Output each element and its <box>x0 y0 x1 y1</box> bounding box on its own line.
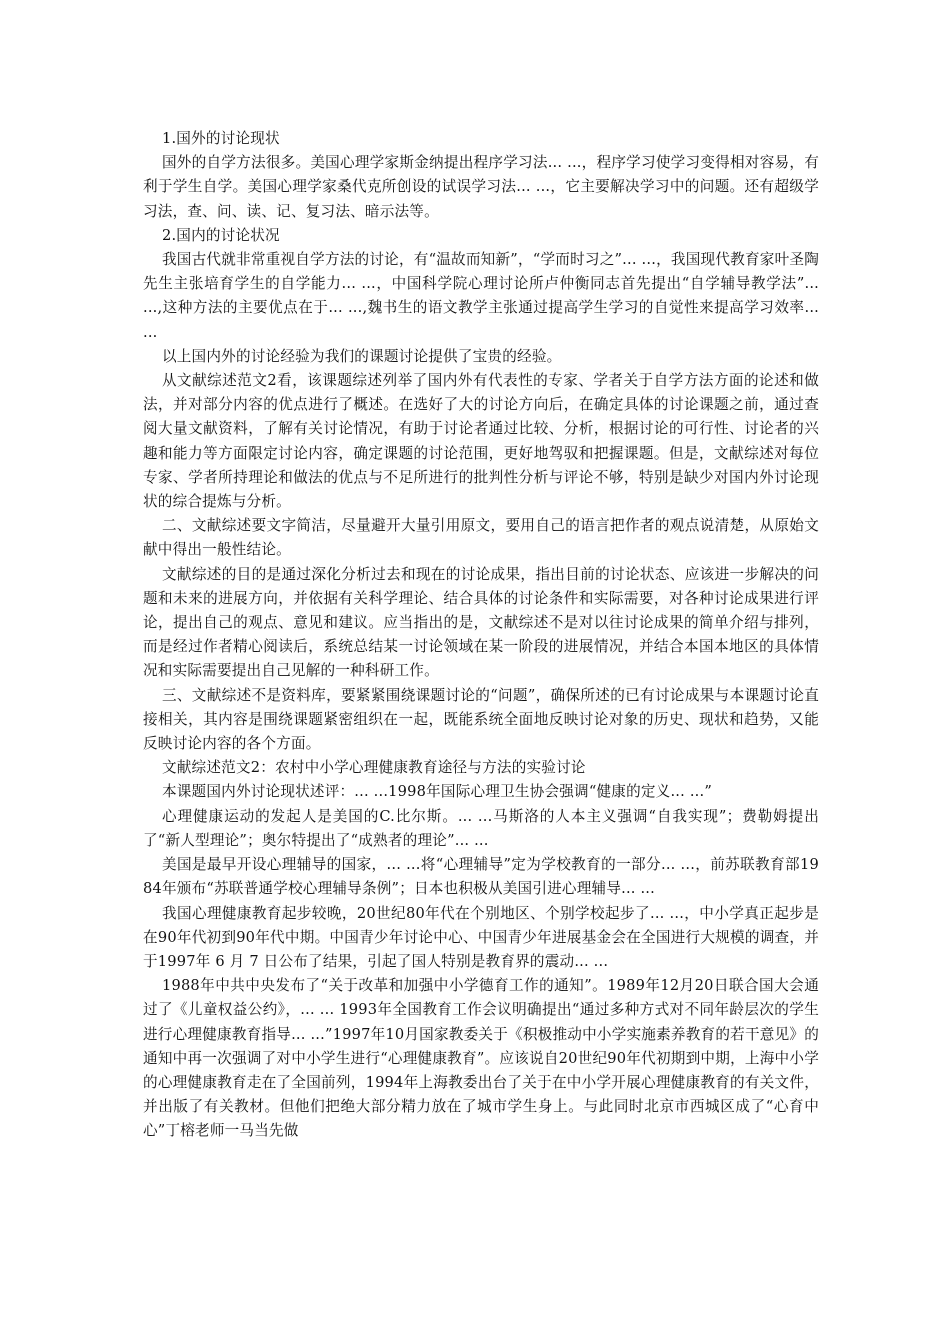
paragraph: 美国是最早开设心理辅导的国家，... ...将“心理辅导”定为学校教育的一部分... ...，前苏联教育部1984年颁布“苏联普通学校心理辅导条例”；日本也积极从美国引进心理辅导... ... <box>143 856 819 898</box>
paragraph: 我国心理健康教育起步较晚，20世纪80年代在个别地区、个别学校起步了... ...，中小学真正起步是在90年代初到90年代中期。中国青少年讨论中心、中国青少年进展基金会在全国进行大规模的调查，并于1997年 6 月 7 日公布了结果，引起了国人特别是教育界的震动... ... <box>143 904 819 970</box>
paragraph: 二、文献综述要文字简洁，尽量避开大量引用原文，要用自己的语言把作者的观点说清楚，从原始文献中得出一般性结论。 <box>143 517 819 559</box>
document-body <box>143 127 819 1144</box>
paragraph: 文献综述的目的是通过深化分析过去和现在的讨论成果，指出目前的讨论状态、应该进一步解决的问题和未来的进展方向，并依据有关科学理论、结合具体的讨论条件和实际需要，对各种讨论成果进行评论，提出自己的观点、意见和建议。应当指出的是，文献综述不是对以往讨论成果的简单介绍与排列，而是经过作者精心阅读后，系统总结某一讨论领域在某一阶段的进展情况，并结合本国本地区的具体情况和实际需要提出自己见解的一种科研工作。 <box>143 565 819 680</box>
paragraph: 三、文献综述不是资料库，要紧紧围绕课题讨论的“问题”，确保所述的已有讨论成果与本课题讨论直接相关，其内容是围绕课题紧密组织在一起，既能系统全面地反映讨论对象的历史、现状和趋势，又能反映讨论内容的各个方面。 <box>143 686 819 753</box>
paragraph: 以上国内外的讨论经验为我们的课题讨论提供了宝贵的经验。 <box>161 347 562 365</box>
paragraph: 心理健康运动的发起人是美国的C.比尔斯。... ...马斯洛的人本主义强调“自我实现”；费勒姆提出了“新人型理论”；奥尔特提出了“成熟者的理论”... ... <box>143 807 819 849</box>
paragraph: 从文献综述范文2看，该课题综述列举了国内外有代表性的专家、学者关于自学方法方面的论述和做法，并对部分内容的优点进行了概述。在选好了大的讨论方向后，在确定具体的讨论课题之前，通过查阅大量文献资料，了解有关讨论情况，有助于讨论者通过比较、分析，根据讨论的可行性、讨论者的兴趣和能力等方面限定讨论内容，确定课题的讨论范围，更好地驾驭和把握课题。但是，文献综述对每位专家、学者所持理论和做法的优点与不足所进行的批判性分析与评论不够，特别是缺少对国内外讨论现状的综合提炼与分析。 <box>143 372 819 511</box>
section-heading-domestic: 2.国内的讨论状况 <box>161 226 280 244</box>
section-heading-foreign: 1.国外的讨论现状 <box>161 130 280 147</box>
paragraph: 国外的自学方法很多。美国心理学家斯金纳提出程序学习法... ...，程序学习使学习变得相对容易，有利于学生自学。美国心理学家桑代克所创设的试误学习法... ...，它主要解决学习中的问题。还有超级学习法，查、问、读、记、复习法、暗示法等。 <box>143 154 819 220</box>
paragraph: 我国古代就非常重视自学方法的讨论，有“温故而知新”，“学而时习之”... ...，我国现代教育家叶圣陶先生主张培育学生的自学能力... ...，中国科学院心理讨论所卢仲衡同志首先提出“自学辅导教学法”... ...,这种方法的主要优点在于... ...,魏书生的语文教学主张通过提高学生学习的自觉性来提高学习效率... ... <box>143 251 819 341</box>
example-title: 文献综述范文2：农村中小学心理健康教育途径与方法的实验讨论 <box>161 759 586 777</box>
paragraph: 1988年中共中央发布了“关于改革和加强中小学德育工作的通知”。1989年12月20日联合国大会通过了《儿童权益公约》，... ... 1993年全国教育工作会议明确提出“通过多种方式对不同年龄层次的学生进行心理健康教育指导... ...”1997年10月国家教委关于《积极推动中小学实施素养教育的若干意见》的通知中再一次强调了对中小学生进行“心理健康教育”。应该说自20世纪90年代初期到中期，上海中小学的心理健康教育走在了全国前列，1994年上海教委出台了关于在中小学开展心理健康教育的有关文件，并出版了有关教材。但他们把绝大部分精力放在了城市学生身上。与此同时北京市西城区成了“心育中心”丁榕老师一马当先做 <box>143 977 819 1140</box>
paragraph: 本课题国内外讨论现状述评：... ...1998年国际心理卫生协会强调“健康的定义... ...” <box>161 783 712 801</box>
